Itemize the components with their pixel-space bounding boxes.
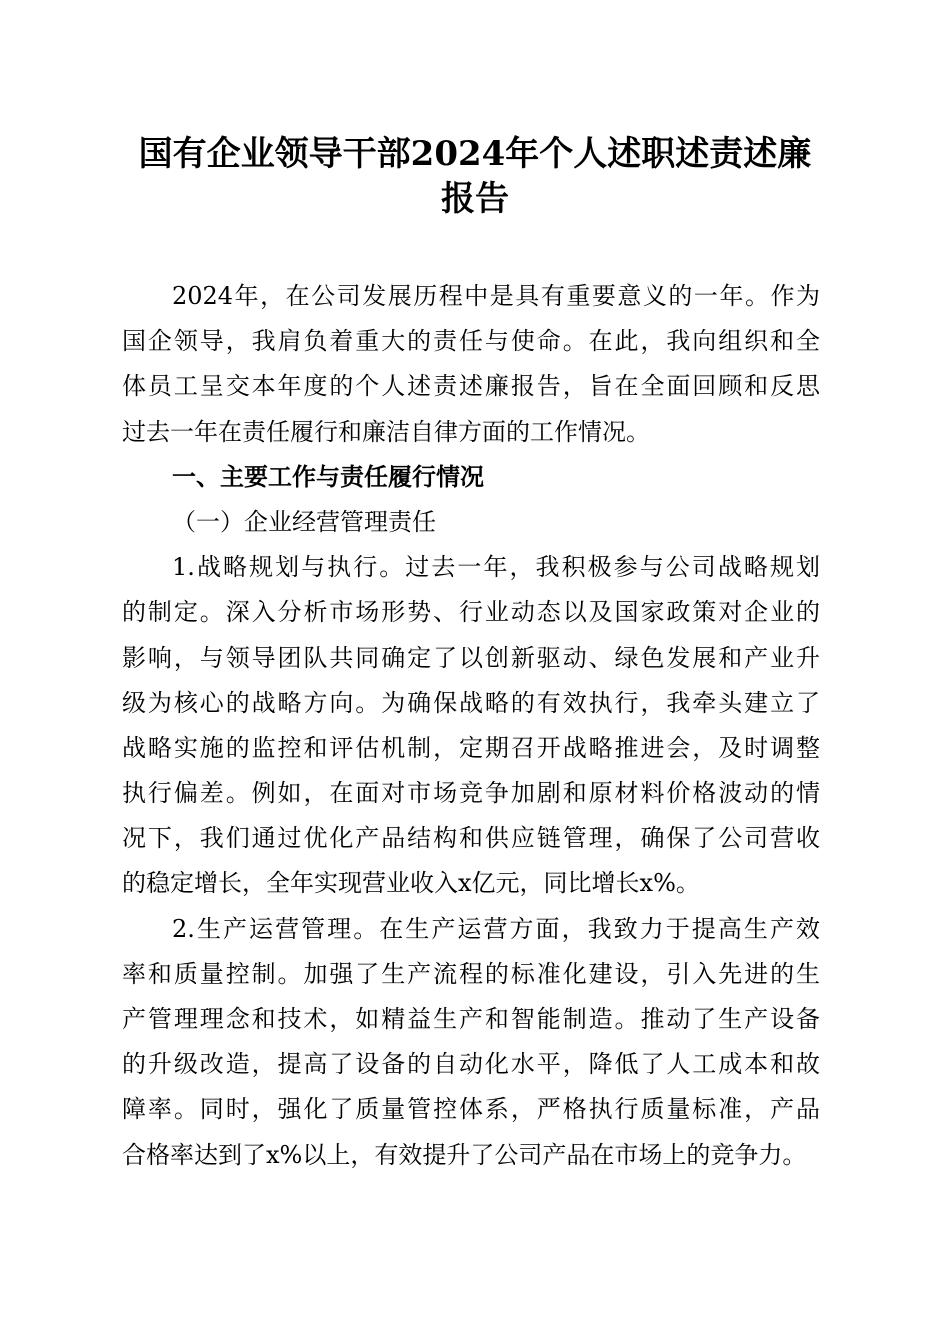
text-line: 产管理理念和技术，如精益生产和智能制造。推动了生产设备	[122, 1005, 820, 1033]
text-line: 率和质量控制。加强了生产流程的标准化建设，引入先进的生	[122, 959, 820, 988]
text-line: 2024年，在公司发展历程中是具有重要意义的一年。作为	[172, 282, 820, 310]
text-line: 的稳定增长，全年实现营业收入x亿元，同比增长x%。	[122, 869, 700, 898]
text-line: 执行偏差。例如，在面对市场竞争加剧和原材料价格波动的情	[122, 779, 820, 808]
text-line: 级为核心的战略方向。为确保战略的有效执行，我牵头建立了	[122, 688, 820, 717]
document-body	[122, 274, 820, 1178]
section-heading	[122, 455, 820, 500]
text-line: 战略实施的监控和评估机制，定期召开战略推进会，及时调整	[122, 733, 820, 762]
text-line: 况下，我们通过优化产品结构和供应链管理，确保了公司营收	[122, 824, 820, 853]
title-line-1: 国有企业领导干部2024年个人述职述责述廉	[138, 134, 812, 174]
text-line: 体员工呈交本年度的个人述责述廉报告，旨在全面回顾和反思	[122, 372, 820, 401]
text-line: 过去一年在责任履行和廉洁自律方面的工作情况。	[122, 417, 650, 446]
text-line: 国企领导，我肩负着重大的责任与使命。在此，我向组织和全	[122, 327, 820, 356]
text-line: 的升级改造，提高了设备的自动化水平，降低了人工成本和故	[122, 1050, 820, 1079]
text-line: （一）企业经营管理责任	[172, 507, 436, 536]
body-paragraph	[122, 545, 820, 907]
body-paragraph	[122, 907, 820, 1178]
text-line: 一、主要工作与责任履行情况	[172, 462, 484, 491]
text-line: 2.生产运营管理。在生产运营方面，我致力于提高生产效	[172, 914, 820, 943]
text-line: 的制定。深入分析市场形势、行业动态以及国家政策对企业的	[122, 598, 820, 627]
document-title	[100, 132, 850, 222]
text-line: 障率。同时，强化了质量管控体系，严格执行质量标准，产品	[122, 1095, 820, 1124]
text-line: 1.战略规划与执行。过去一年，我积极参与公司战略规划	[172, 553, 820, 582]
text-line: 合格率达到了x%以上，有效提升了公司产品在市场上的竞争力。	[122, 1140, 807, 1169]
text-line: 影响，与领导团队共同确定了以创新驱动、绿色发展和产业升	[122, 643, 820, 672]
title-line-2: 报告	[441, 179, 509, 219]
subsection-heading	[122, 500, 820, 545]
body-paragraph	[122, 274, 820, 455]
